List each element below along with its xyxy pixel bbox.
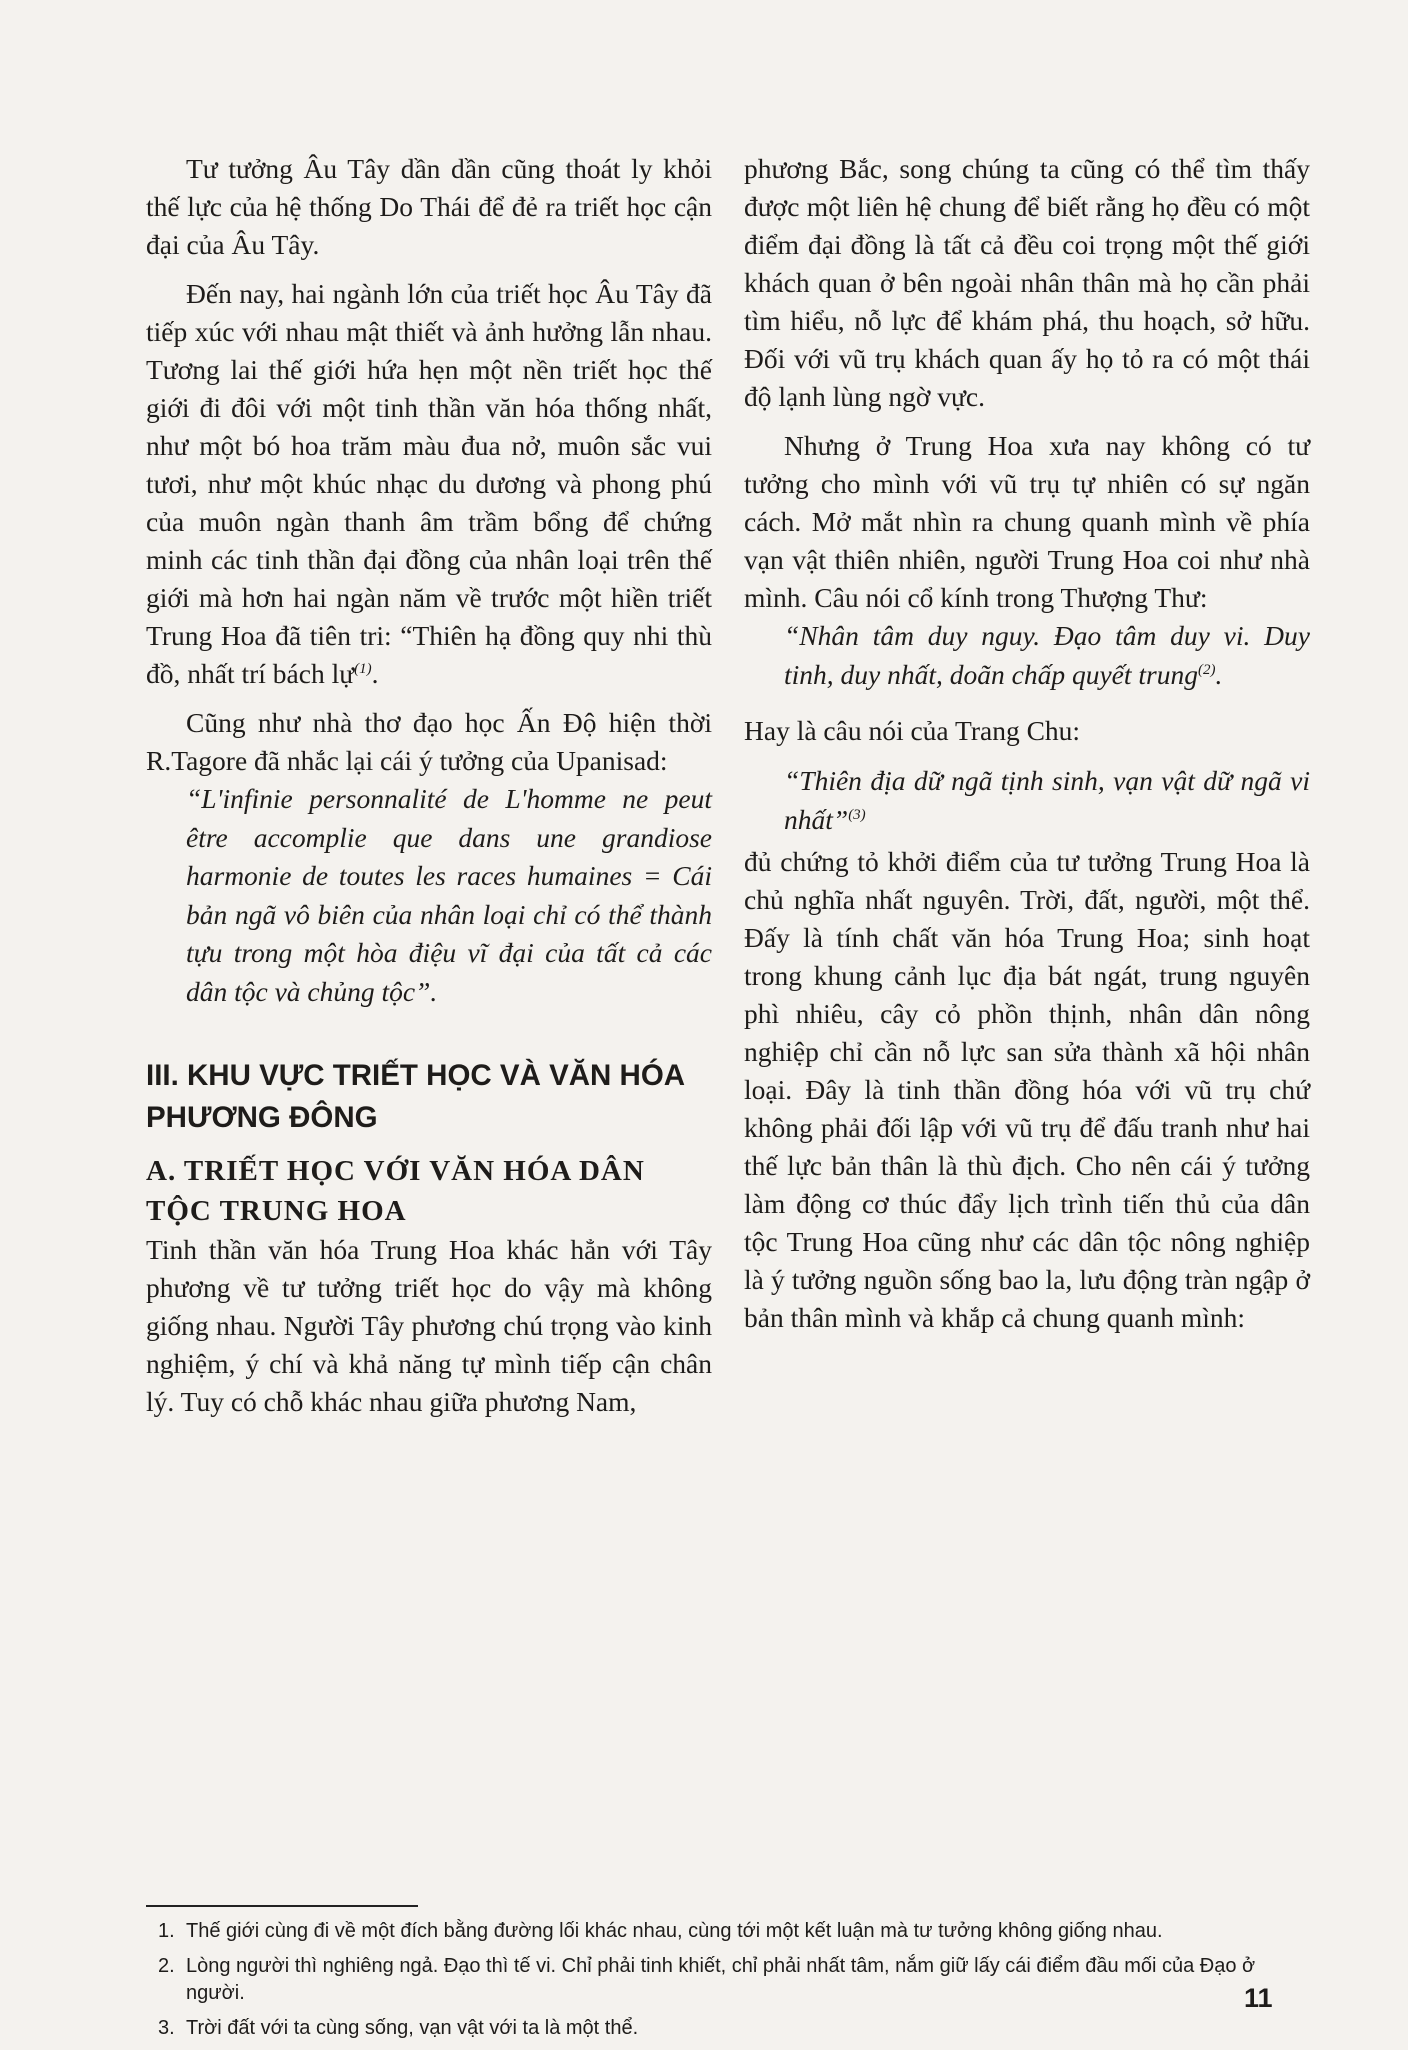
section-heading-3: III. KHU VỰC TRIẾT HỌC VÀ VĂN HÓA PHƯƠNG ĐÔNG: [146, 1059, 685, 1134]
footnote-divider: [146, 1905, 418, 1907]
thuong-thu-quote-end: .: [1215, 658, 1223, 690]
left-column: [146, 150, 712, 1421]
right-paragraph-3: Hay là câu nói của Trang Chu:: [744, 715, 1081, 746]
footnote-number: 2.: [158, 1955, 175, 1977]
left-paragraph-4: Tinh thần văn hóa Trung Hoa khác hẳn với Tây phương về tư tưởng triết học do vậy mà không giống nhau. Người Tây phương chú trọng vào kinh nghiệm, ý chí và khả năng tự mình tiếp cận chân lý. Tuy có chỗ khác nhau giữa phương Nam,: [146, 1234, 712, 1417]
footnote-text: Lòng người thì nghiêng ngả. Đạo thì tế vi. Chỉ phải tinh khiết, chỉ phải nhất tâm, nắm giữ lấy cái điểm đầu mối của Đạo ở người.: [186, 1955, 1256, 2004]
subsection-heading-a: A. TRIẾT HỌC VỚI VĂN HÓA DÂN TỘC TRUNG HOA: [146, 1155, 645, 1227]
right-paragraph-2: Nhưng ở Trung Hoa xưa nay không có tư tưởng cho mình với vũ trụ tự nhiên có sự ngăn cách. Mở mắt nhìn ra chung quanh mình về phía vạn vật thiên nhiên, người Trung Hoa coi như nhà mình. Câu nói cổ kính trong Thượng Thư:: [744, 430, 1310, 613]
thuong-thu-quote: [744, 617, 1310, 694]
footnote-1: [146, 1918, 1286, 1945]
left-paragraph-3: Cũng như nhà thơ đạo học Ấn Độ hiện thời R.Tagore đã nhắc lại cái ý tưởng của Upanisad:: [146, 707, 712, 776]
footnote-ref-3: (3): [848, 806, 866, 823]
right-column: [744, 150, 1310, 1337]
footnotes: [146, 1918, 1286, 2050]
footnote-3: [146, 2015, 1286, 2042]
thuong-thu-quote-text: “Nhân tâm duy nguy. Đạo tâm duy vi. Duy tinh, duy nhất, doãn chấp quyết trung: [784, 620, 1310, 690]
left-paragraph-2: [146, 275, 712, 693]
footnote-number: 1.: [158, 1920, 175, 1942]
left-paragraph-2-text: Đến nay, hai ngành lớn của triết học Âu Tây đã tiếp xúc với nhau mật thiết và ảnh hưởng lẫn nhau. Tương lai thế giới hứa hẹn một nền triết học thế giới đi đôi với một tinh thần văn hóa thống nhất, như một bó hoa trăm màu đua nở, muôn sắc vui tươi, như một khúc nhạc du dương và phong phú của muôn ngàn thanh âm trầm bổng để chứng minh các tinh thần đại đồng của nhân loại trên thế giới mà hơn hai ngàn năm về trước một hiền triết Trung Hoa đã tiên tri: “Thiên hạ đồng quy nhi thù đồ, nhất trí bách lự: [146, 278, 712, 689]
trang-chu-quote: [744, 762, 1310, 839]
tagore-quote: “L'infinie personnalité de L'homme ne peut être accomplie que dans une grandiose harmonie de toutes les races humaines = Cái bản ngã vô biên của nhân loại chỉ có thể thành tựu trong một hòa điệu vĩ đại của tất cả các dân tộc và chủng tộc”.: [186, 783, 712, 1007]
right-paragraph-1: phương Bắc, song chúng ta cũng có thể tìm thấy được một liên hệ chung để biết rằng họ đều có một điểm đại đồng là tất cả đều coi trọng một thế giới khách quan ở bên ngoài nhân thân mà họ cần phải tìm hiểu, nỗ lực để khám phá, thu hoạch, sở hữu. Đối với vũ trụ khách quan ấy họ tỏ ra có một thái độ lạnh lùng ngờ vực.: [744, 153, 1310, 412]
footnote-number: 3.: [158, 2017, 175, 2039]
footnote-ref-1: (1): [354, 660, 372, 677]
footnote-text: Thế giới cùng đi về một đích bằng đường lối khác nhau, cùng tới một kết luận mà tư tưởng không giống nhau.: [186, 1920, 1163, 1942]
page-number: 11: [1244, 1983, 1273, 2013]
right-paragraph-4: đủ chứng tỏ khởi điểm của tư tưởng Trung Hoa là chủ nghĩa nhất nguyên. Trời, đất, người, một thể. Đấy là tính chất văn hóa Trung Hoa; sinh hoạt trong khung cảnh lục địa bát ngát, trung nguyên phì nhiêu, cây cỏ phồn thịnh, nhân dân nông nghiệp chỉ cần nỗ lực san sửa thành xã hội nhân loại. Đây là tinh thần đồng hóa với vũ trụ chứ không phải đối lập với vũ trụ để đấu tranh như hai thế lực bản thân là thù địch. Cho nên cái ý tưởng làm động cơ thúc đẩy lịch trình tiến thủ của dân tộc Trung Hoa cũng như các dân tộc nông nghiệp là ý tưởng nguồn sống bao la, lưu động tràn ngập ở bản thân mình và khắp cả chung quanh mình:: [744, 846, 1310, 1333]
footnote-text: Trời đất với ta cùng sống, vạn vật với ta là một thể.: [186, 2017, 639, 2039]
footnote-2: [146, 1953, 1286, 2007]
trang-chu-quote-text: “Thiên địa dữ ngã tịnh sinh, vạn vật dữ ngã vi nhất”: [784, 765, 1310, 835]
left-paragraph-2-end: .: [371, 658, 379, 689]
footnote-ref-2: (2): [1197, 661, 1216, 678]
left-paragraph-1: Tư tưởng Âu Tây dần dần cũng thoát ly khỏi thế lực của hệ thống Do Thái để đẻ ra triết học cận đại của Âu Tây.: [146, 153, 712, 260]
